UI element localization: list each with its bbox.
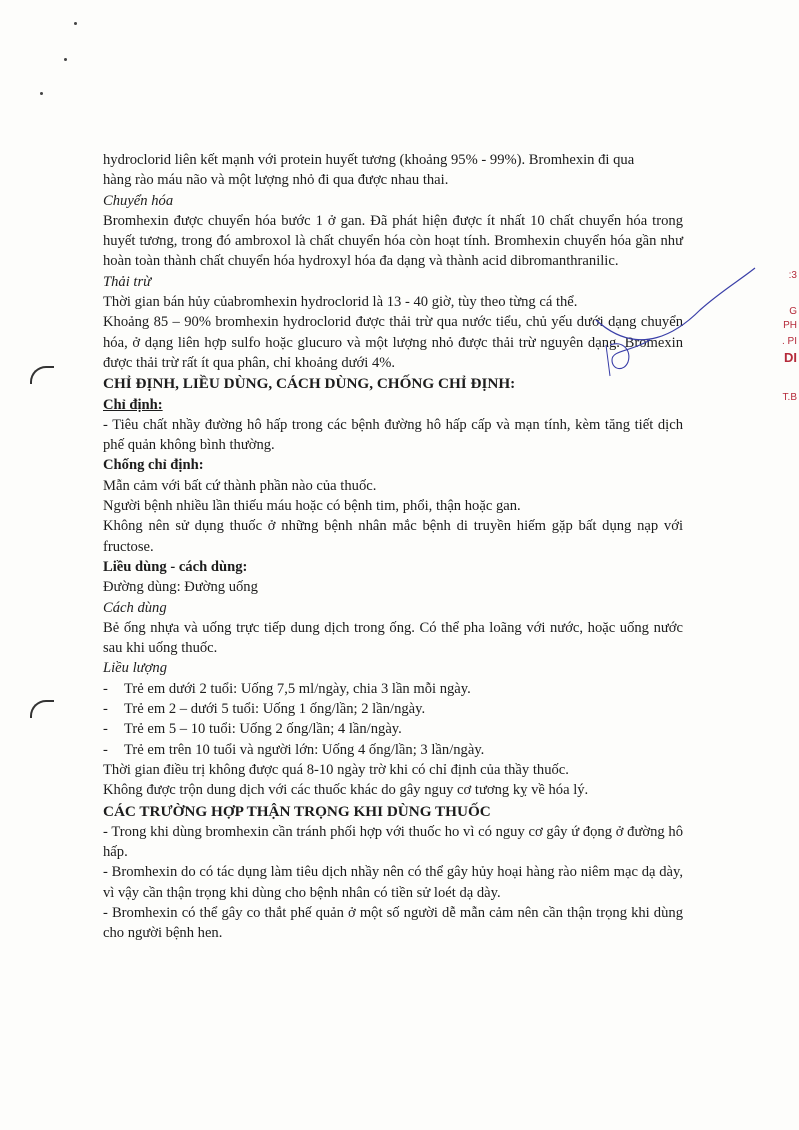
bullet-dash: -	[103, 701, 108, 718]
heading-thai-tru: Thải trừ	[103, 273, 152, 290]
binder-hole-mark	[30, 366, 54, 384]
para-precaution-1: - Trong khi dùng bromhexin cần tránh phối hợp với thuốc ho vì có nguy cơ gây ứ đọng ở đường hô hấp.	[103, 823, 683, 861]
binder-hole-mark	[30, 700, 54, 718]
dose-item	[103, 719, 683, 739]
para-ccd-3: Không nên sử dụng thuốc ở những bệnh nhân mắc bệnh di truyền hiếm gặp bất dụng nạp với fructose.	[103, 518, 683, 555]
dose-text: Trẻ em trên 10 tuổi và người lớn: Uống 4 ống/lần; 3 lần/ngày.	[124, 741, 485, 758]
dose-text: Trẻ em 5 – 10 tuổi: Uống 2 ống/lần; 4 lần/ngày.	[124, 721, 402, 738]
dose-text: Trẻ em 2 – dưới 5 tuổi: Uống 1 ống/lần; 2 lần/ngày.	[124, 701, 426, 718]
para-thoi-gian: Thời gian điều trị không được quá 8-10 ngày trờ khi có chỉ định của thầy thuốc.	[103, 761, 569, 778]
stamp-fragment: :3	[788, 270, 797, 281]
para-binding-1: hydroclorid liên kết mạnh với protein huyết tương (khoảng 95% - 99%). Bromhexin đi qua	[103, 152, 635, 168]
para-khong-tron: Không được trộn dung dịch với các thuốc khác do gây nguy cơ tương kỵ về hóa lý.	[103, 782, 589, 799]
bullet-dash: -	[103, 741, 108, 758]
para-chuyen-hoa: Bromhexin được chuyển hóa bước 1 ở gan. Đã phát hiện được ít nhất 10 chất chuyển hóa trong huyết tương, trong đó ambroxol là chất chuyển hóa còn hoạt tính. Bromhexin chuyển hóa gần như hoàn toàn thành chất chuyển hóa hydroxyl hóa đa dạng và thành acid dibromanthranilic.	[103, 212, 683, 270]
para-half-life: Thời gian bán hủy củabromhexin hydroclorid là 13 - 40 giờ, tùy theo từng cá thể.	[103, 294, 578, 311]
section-heading-precautions: CÁC TRƯỜNG HỢP THẬN TRỌNG KHI DÙNG THUỐC	[103, 802, 491, 820]
scan-speck	[40, 92, 43, 95]
heading-lieu-luong: Liều lượng	[103, 660, 167, 677]
stamp-fragment: G	[789, 306, 797, 317]
para-precaution-3: - Bromhexin có thể gây co thắt phế quản ở một số người dễ mẫn cảm nên cần thận trọng khi dùng cho người bệnh hen.	[103, 904, 683, 942]
dose-text: Trẻ em dưới 2 tuổi: Uống 7,5 ml/ngày, chia 3 lần mỗi ngày.	[124, 680, 471, 697]
para-cach-dung: Bẻ ống nhựa và uống trực tiếp dung dịch trong ống. Có thể pha loãng với nước, hoặc uống nước sau khi uống thuốc.	[103, 619, 683, 657]
heading-lieu-dung: Liều dùng - cách dùng:	[103, 558, 248, 575]
bullet-dash: -	[103, 680, 108, 697]
stamp-fragment: . PI	[781, 336, 797, 347]
document-body	[103, 150, 683, 944]
scan-speck	[64, 58, 67, 61]
para-ccd-2: Người bệnh nhiều lần thiếu máu hoặc có bệnh tim, phổi, thận hoặc gan.	[103, 498, 521, 515]
chi-dinh-label: Chỉ định:	[103, 396, 163, 413]
scan-speck	[74, 22, 77, 25]
section-heading-indications: CHỈ ĐỊNH, LIỀU DÙNG, CÁCH DÙNG, CHỐNG CHỈ ĐỊNH:	[103, 375, 516, 393]
para-precaution-2: - Bromhexin do có tác dụng làm tiêu dịch nhầy nên có thể gây hủy hoại hàng rào niêm mạc dạ dày, vì vậy cần thận trọng khi dùng cho bệnh nhân có tiền sử loét dạ dày.	[103, 864, 683, 901]
dose-item	[103, 679, 683, 699]
para-binding-2: hàng rào máu não và một lượng nhỏ đi qua được nhau thai.	[103, 172, 449, 189]
heading-chuyen-hoa: Chuyển hóa	[103, 192, 174, 209]
stamp-fragment: DI	[784, 350, 797, 365]
heading-chi-dinh	[103, 395, 683, 415]
stamp-fragment: PH	[783, 320, 797, 331]
para-ccd-1: Mẫn cảm với bất cứ thành phần nào của thuốc.	[103, 477, 377, 494]
para-excretion: Khoảng 85 – 90% bromhexin hydroclorid được thải trừ qua nước tiểu, chủ yếu dưới dạng chuyển hóa, ở dạng liên hợp sulfo hoặc glucuro và một lượng nhỏ được thải trừ nguyên dạng. Bromexin được thải trừ rất ít qua phân, chỉ khoảng dưới 4%.	[103, 314, 683, 371]
dose-item	[103, 699, 683, 719]
para-duong-dung: Đường dùng: Đường uống	[103, 579, 258, 596]
para-chi-dinh: - Tiêu chất nhầy đường hô hấp trong các bệnh đường hô hấp cấp và mạn tính, kèm tăng tiết dịch phế quản không bình thường.	[103, 416, 683, 454]
heading-cach-dung: Cách dùng	[103, 599, 167, 616]
bullet-dash: -	[103, 721, 108, 738]
dose-item	[103, 740, 683, 760]
heading-chong-chi-dinh: Chống chỉ định:	[103, 457, 204, 474]
stamp-fragment: T.B	[782, 392, 797, 403]
